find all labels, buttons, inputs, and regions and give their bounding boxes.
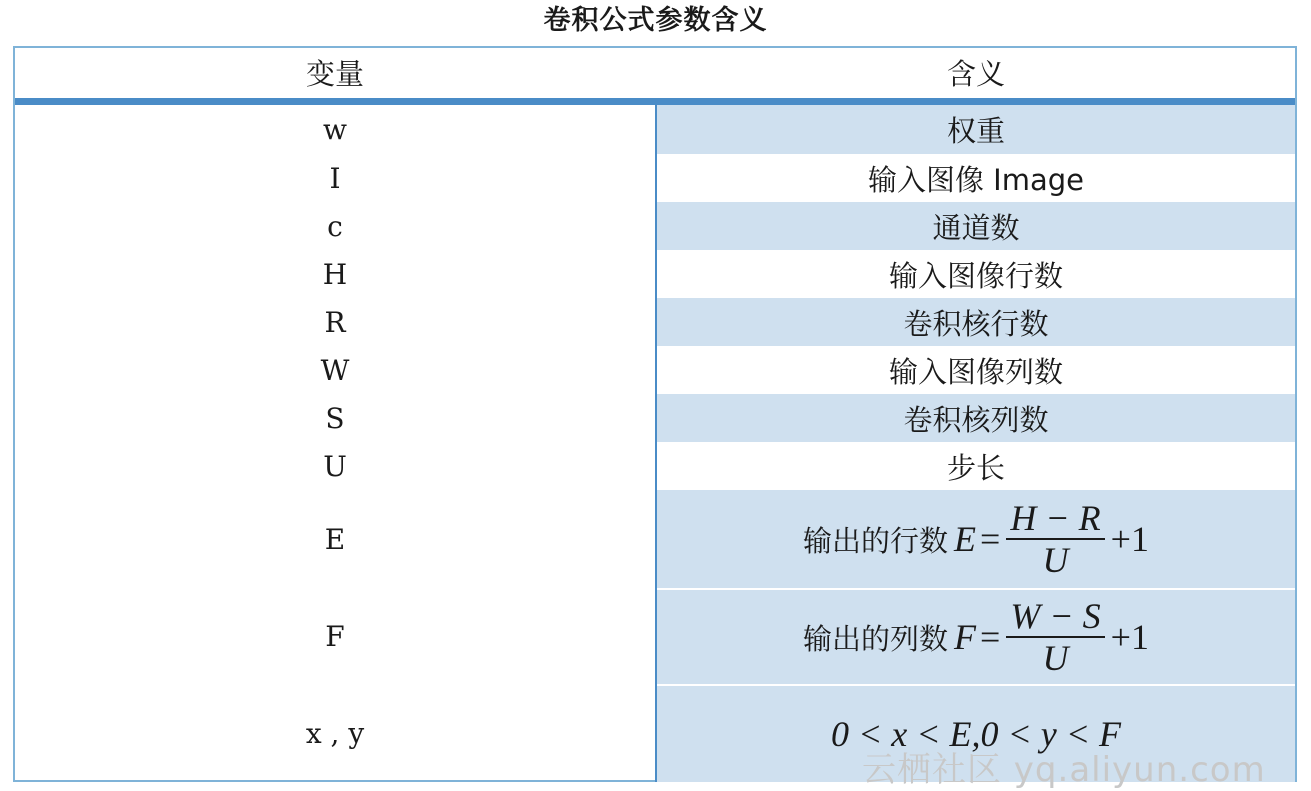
meaning-row: [657, 250, 1295, 298]
table-header: [15, 48, 1295, 98]
table-row: [15, 588, 655, 684]
variable-cell: S: [325, 401, 345, 435]
meaning-row: [657, 588, 1295, 684]
variable-cell: R: [324, 305, 346, 339]
table-row: [15, 442, 655, 490]
formula-label: 输出的列数: [803, 621, 949, 656]
output-rows-formula: [803, 498, 1149, 580]
meaning-cell: 卷积核列数: [903, 402, 1049, 437]
formula-fraction: [1006, 498, 1104, 580]
formula-numerator: W − S: [1010, 596, 1101, 636]
variable-cell: U: [323, 449, 347, 483]
formula-equals: =: [980, 519, 1001, 559]
variable-cell: w: [323, 113, 347, 146]
meaning-cell: 输入图像 Image: [867, 162, 1085, 197]
output-cols-formula: [803, 596, 1149, 678]
meaning-row: [657, 490, 1295, 588]
meaning-cell: 步长: [946, 450, 1005, 485]
meaning-cell: 通道数: [932, 210, 1020, 245]
table-row: [15, 684, 655, 782]
variable-column: [15, 105, 655, 782]
variable-cell: F: [325, 619, 345, 653]
variable-cell: W: [320, 353, 350, 387]
meaning-cell: 权重: [946, 114, 1005, 148]
table-row: [15, 202, 655, 250]
table-row: [15, 105, 655, 154]
variable-cell: E: [324, 522, 346, 556]
formula-fraction: [1006, 596, 1104, 678]
meaning-row: [657, 105, 1295, 154]
formula-lhs: F: [954, 617, 977, 657]
parameter-table: [13, 46, 1297, 782]
meaning-row: [657, 394, 1295, 442]
formula-lhs: E: [954, 519, 977, 559]
table-row: [15, 346, 655, 394]
formula-denominator: U: [1042, 540, 1069, 580]
meaning-row: [657, 442, 1295, 490]
formula-numerator: H − R: [1010, 498, 1101, 538]
coordinate-range-formula: 0 < x < E,0 < y < F: [830, 714, 1122, 754]
table-row: [15, 298, 655, 346]
variable-cell: c: [327, 209, 343, 243]
formula-tail: +1: [1110, 617, 1149, 657]
meaning-cell: 输入图像列数: [888, 354, 1063, 389]
meaning-column: [657, 105, 1295, 782]
meaning-row: [657, 202, 1295, 250]
formula-denominator: U: [1042, 638, 1069, 678]
header-rule: [15, 98, 1295, 105]
table-row: [15, 490, 655, 588]
watermark: 云栖社区 yq.aliyun.com: [862, 750, 1266, 790]
formula-tail: +1: [1110, 519, 1149, 559]
formula-label: 输出的行数: [803, 523, 949, 558]
meaning-cell: 输入图像行数: [888, 258, 1063, 293]
table-row: [15, 250, 655, 298]
variable-cell: x , y: [305, 716, 365, 750]
meaning-row: [657, 346, 1295, 394]
variable-cell: I: [329, 161, 341, 195]
formula-equals: =: [980, 617, 1001, 657]
table-body: [15, 105, 1295, 782]
meaning-cell: 卷积核行数: [903, 306, 1049, 341]
table-title: 卷积公式参数含义: [543, 5, 768, 36]
table-row: [15, 394, 655, 442]
meaning-row: [657, 298, 1295, 346]
header-variable: 变量: [305, 57, 364, 91]
table-row: [15, 154, 655, 202]
variable-cell: H: [322, 257, 348, 291]
meaning-row: [657, 154, 1295, 202]
header-meaning: 含义: [946, 57, 1005, 91]
